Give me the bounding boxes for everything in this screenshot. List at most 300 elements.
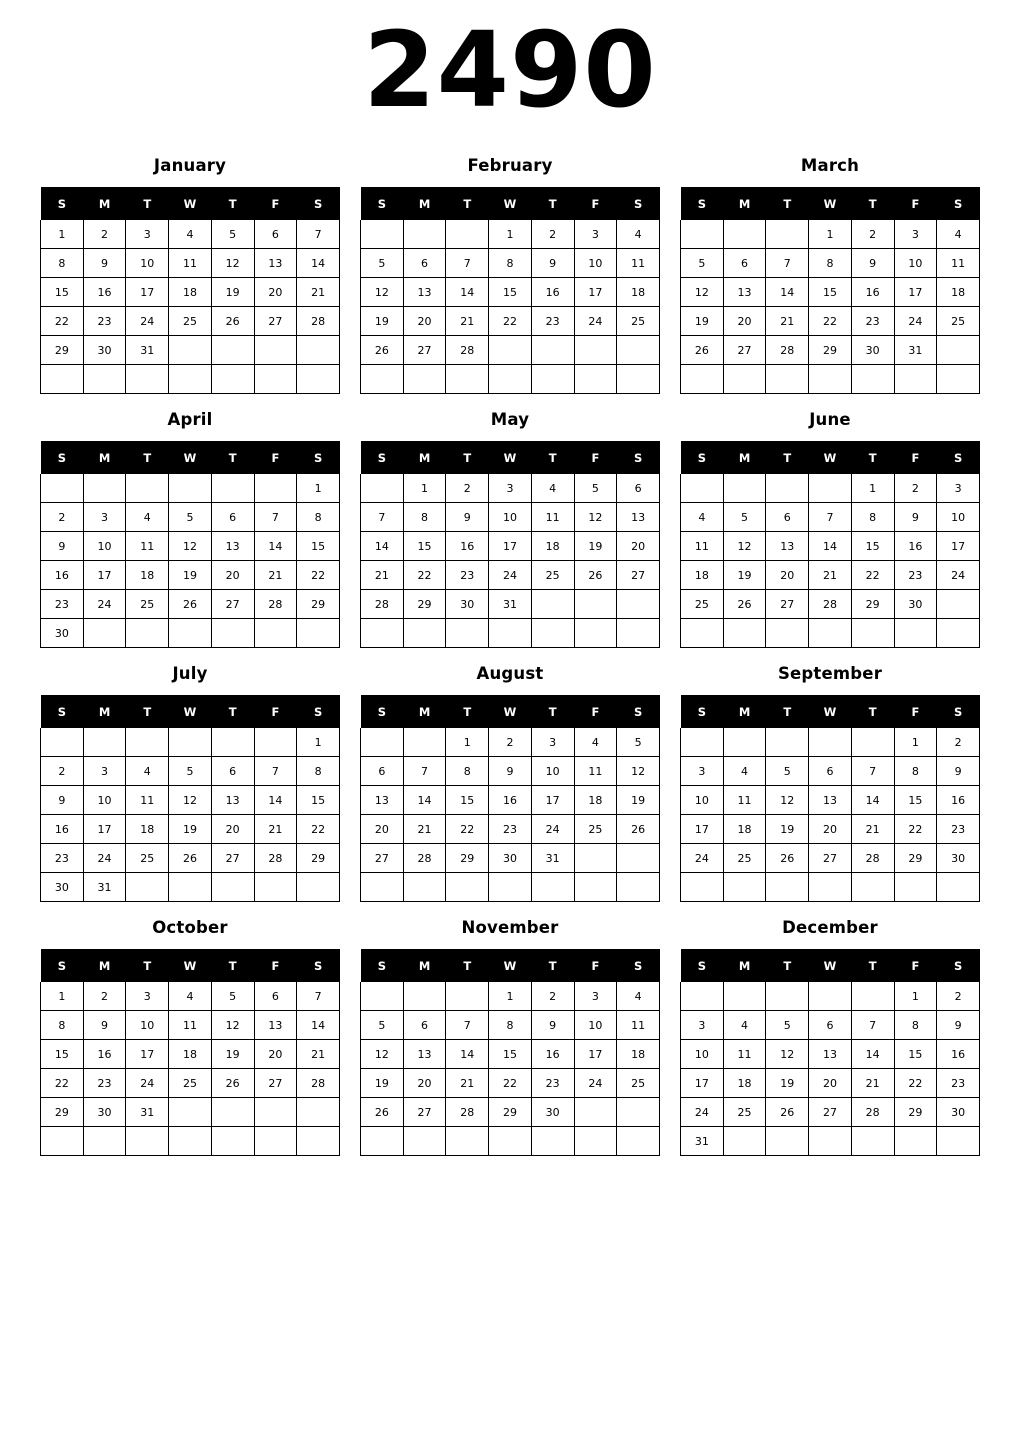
day-cell[interactable]: 21 xyxy=(361,561,404,590)
day-cell[interactable]: 18 xyxy=(617,278,660,307)
day-cell[interactable]: 4 xyxy=(617,982,660,1011)
day-cell[interactable]: 24 xyxy=(574,307,617,336)
day-cell[interactable]: 28 xyxy=(403,844,446,873)
day-cell[interactable]: 3 xyxy=(489,474,532,503)
day-cell[interactable]: 3 xyxy=(574,220,617,249)
day-cell[interactable]: 6 xyxy=(809,757,852,786)
day-cell[interactable]: 2 xyxy=(937,728,980,757)
day-cell[interactable]: 25 xyxy=(169,307,212,336)
day-cell[interactable]: 11 xyxy=(126,532,169,561)
day-cell[interactable]: 9 xyxy=(937,1011,980,1040)
day-cell[interactable]: 12 xyxy=(361,1040,404,1069)
day-cell[interactable]: 7 xyxy=(403,757,446,786)
day-cell[interactable]: 11 xyxy=(617,249,660,278)
day-cell[interactable]: 10 xyxy=(531,757,574,786)
day-cell[interactable]: 7 xyxy=(254,757,297,786)
day-cell[interactable]: 22 xyxy=(446,815,489,844)
day-cell[interactable]: 13 xyxy=(254,249,297,278)
day-cell[interactable]: 29 xyxy=(446,844,489,873)
day-cell[interactable]: 7 xyxy=(851,1011,894,1040)
day-cell[interactable]: 24 xyxy=(489,561,532,590)
day-cell[interactable]: 29 xyxy=(894,1098,937,1127)
day-cell[interactable]: 13 xyxy=(403,1040,446,1069)
day-cell[interactable]: 16 xyxy=(489,786,532,815)
day-cell[interactable]: 29 xyxy=(297,844,340,873)
day-cell[interactable]: 27 xyxy=(211,844,254,873)
day-cell[interactable]: 27 xyxy=(809,1098,852,1127)
day-cell[interactable]: 10 xyxy=(489,503,532,532)
day-cell[interactable]: 10 xyxy=(681,1040,724,1069)
day-cell[interactable]: 24 xyxy=(894,307,937,336)
day-cell[interactable]: 7 xyxy=(361,503,404,532)
day-cell[interactable]: 16 xyxy=(83,1040,126,1069)
day-cell[interactable]: 23 xyxy=(531,1069,574,1098)
day-cell[interactable]: 20 xyxy=(403,1069,446,1098)
day-cell[interactable]: 10 xyxy=(83,786,126,815)
day-cell[interactable]: 13 xyxy=(617,503,660,532)
day-cell[interactable]: 22 xyxy=(297,815,340,844)
day-cell[interactable]: 10 xyxy=(937,503,980,532)
day-cell[interactable]: 11 xyxy=(681,532,724,561)
day-cell[interactable]: 10 xyxy=(574,1011,617,1040)
day-cell[interactable]: 12 xyxy=(169,786,212,815)
day-cell[interactable]: 12 xyxy=(766,786,809,815)
day-cell[interactable]: 28 xyxy=(446,336,489,365)
day-cell[interactable]: 28 xyxy=(446,1098,489,1127)
day-cell[interactable]: 16 xyxy=(937,786,980,815)
day-cell[interactable]: 19 xyxy=(211,1040,254,1069)
day-cell[interactable]: 2 xyxy=(937,982,980,1011)
day-cell[interactable]: 6 xyxy=(766,503,809,532)
day-cell[interactable]: 1 xyxy=(894,982,937,1011)
day-cell[interactable]: 21 xyxy=(297,1040,340,1069)
day-cell[interactable]: 2 xyxy=(83,982,126,1011)
day-cell[interactable]: 2 xyxy=(446,474,489,503)
day-cell[interactable]: 6 xyxy=(211,757,254,786)
day-cell[interactable]: 1 xyxy=(489,982,532,1011)
day-cell[interactable]: 12 xyxy=(681,278,724,307)
day-cell[interactable]: 30 xyxy=(937,844,980,873)
day-cell[interactable]: 10 xyxy=(126,249,169,278)
day-cell[interactable]: 26 xyxy=(617,815,660,844)
day-cell[interactable]: 28 xyxy=(361,590,404,619)
day-cell[interactable]: 5 xyxy=(361,249,404,278)
day-cell[interactable]: 4 xyxy=(169,982,212,1011)
day-cell[interactable]: 17 xyxy=(83,815,126,844)
day-cell[interactable]: 11 xyxy=(617,1011,660,1040)
day-cell[interactable]: 26 xyxy=(361,1098,404,1127)
day-cell[interactable]: 3 xyxy=(83,757,126,786)
day-cell[interactable]: 22 xyxy=(894,815,937,844)
day-cell[interactable]: 5 xyxy=(617,728,660,757)
day-cell[interactable]: 7 xyxy=(254,503,297,532)
day-cell[interactable]: 8 xyxy=(41,249,84,278)
day-cell[interactable]: 12 xyxy=(211,1011,254,1040)
day-cell[interactable]: 13 xyxy=(809,1040,852,1069)
day-cell[interactable]: 12 xyxy=(574,503,617,532)
day-cell[interactable]: 8 xyxy=(297,503,340,532)
day-cell[interactable]: 18 xyxy=(169,1040,212,1069)
day-cell[interactable]: 11 xyxy=(937,249,980,278)
day-cell[interactable]: 9 xyxy=(531,1011,574,1040)
day-cell[interactable]: 22 xyxy=(297,561,340,590)
day-cell[interactable]: 19 xyxy=(211,278,254,307)
day-cell[interactable]: 1 xyxy=(297,728,340,757)
day-cell[interactable]: 19 xyxy=(723,561,766,590)
day-cell[interactable]: 3 xyxy=(83,503,126,532)
day-cell[interactable]: 14 xyxy=(851,1040,894,1069)
day-cell[interactable]: 26 xyxy=(766,844,809,873)
day-cell[interactable]: 21 xyxy=(446,1069,489,1098)
day-cell[interactable]: 26 xyxy=(169,590,212,619)
day-cell[interactable]: 27 xyxy=(617,561,660,590)
day-cell[interactable]: 15 xyxy=(894,786,937,815)
day-cell[interactable]: 2 xyxy=(41,503,84,532)
day-cell[interactable]: 21 xyxy=(254,561,297,590)
day-cell[interactable]: 29 xyxy=(489,1098,532,1127)
day-cell[interactable]: 19 xyxy=(766,815,809,844)
day-cell[interactable]: 23 xyxy=(937,815,980,844)
day-cell[interactable]: 9 xyxy=(489,757,532,786)
day-cell[interactable]: 20 xyxy=(809,1069,852,1098)
day-cell[interactable]: 16 xyxy=(937,1040,980,1069)
day-cell[interactable]: 16 xyxy=(41,815,84,844)
day-cell[interactable]: 25 xyxy=(617,307,660,336)
day-cell[interactable]: 16 xyxy=(83,278,126,307)
day-cell[interactable]: 15 xyxy=(851,532,894,561)
day-cell[interactable]: 4 xyxy=(723,757,766,786)
day-cell[interactable]: 1 xyxy=(446,728,489,757)
day-cell[interactable]: 21 xyxy=(254,815,297,844)
day-cell[interactable]: 3 xyxy=(531,728,574,757)
day-cell[interactable]: 7 xyxy=(851,757,894,786)
day-cell[interactable]: 1 xyxy=(41,220,84,249)
day-cell[interactable]: 17 xyxy=(531,786,574,815)
day-cell[interactable]: 17 xyxy=(681,815,724,844)
day-cell[interactable]: 19 xyxy=(169,815,212,844)
day-cell[interactable]: 18 xyxy=(126,561,169,590)
day-cell[interactable]: 24 xyxy=(531,815,574,844)
day-cell[interactable]: 17 xyxy=(126,1040,169,1069)
day-cell[interactable]: 6 xyxy=(254,982,297,1011)
day-cell[interactable]: 7 xyxy=(297,982,340,1011)
day-cell[interactable]: 14 xyxy=(297,249,340,278)
day-cell[interactable]: 17 xyxy=(937,532,980,561)
day-cell[interactable]: 27 xyxy=(361,844,404,873)
day-cell[interactable]: 31 xyxy=(894,336,937,365)
day-cell[interactable]: 8 xyxy=(894,1011,937,1040)
day-cell[interactable]: 19 xyxy=(169,561,212,590)
day-cell[interactable]: 28 xyxy=(297,1069,340,1098)
day-cell[interactable]: 23 xyxy=(83,307,126,336)
day-cell[interactable]: 15 xyxy=(894,1040,937,1069)
day-cell[interactable]: 1 xyxy=(41,982,84,1011)
day-cell[interactable]: 25 xyxy=(937,307,980,336)
day-cell[interactable]: 3 xyxy=(681,757,724,786)
day-cell[interactable]: 10 xyxy=(574,249,617,278)
day-cell[interactable]: 2 xyxy=(531,982,574,1011)
day-cell[interactable]: 22 xyxy=(403,561,446,590)
day-cell[interactable]: 23 xyxy=(41,590,84,619)
day-cell[interactable]: 16 xyxy=(41,561,84,590)
day-cell[interactable]: 26 xyxy=(211,307,254,336)
day-cell[interactable]: 9 xyxy=(851,249,894,278)
day-cell[interactable]: 13 xyxy=(403,278,446,307)
day-cell[interactable]: 25 xyxy=(126,844,169,873)
day-cell[interactable]: 15 xyxy=(809,278,852,307)
day-cell[interactable]: 5 xyxy=(574,474,617,503)
day-cell[interactable]: 26 xyxy=(723,590,766,619)
day-cell[interactable]: 7 xyxy=(809,503,852,532)
day-cell[interactable]: 26 xyxy=(766,1098,809,1127)
day-cell[interactable]: 17 xyxy=(681,1069,724,1098)
day-cell[interactable]: 19 xyxy=(681,307,724,336)
day-cell[interactable]: 15 xyxy=(41,1040,84,1069)
day-cell[interactable]: 25 xyxy=(617,1069,660,1098)
day-cell[interactable]: 15 xyxy=(403,532,446,561)
day-cell[interactable]: 22 xyxy=(809,307,852,336)
day-cell[interactable]: 29 xyxy=(41,1098,84,1127)
day-cell[interactable]: 21 xyxy=(809,561,852,590)
day-cell[interactable]: 6 xyxy=(361,757,404,786)
day-cell[interactable]: 30 xyxy=(531,1098,574,1127)
day-cell[interactable]: 4 xyxy=(126,503,169,532)
day-cell[interactable]: 3 xyxy=(937,474,980,503)
day-cell[interactable]: 1 xyxy=(894,728,937,757)
day-cell[interactable]: 27 xyxy=(766,590,809,619)
day-cell[interactable]: 19 xyxy=(617,786,660,815)
day-cell[interactable]: 28 xyxy=(851,1098,894,1127)
day-cell[interactable]: 25 xyxy=(723,844,766,873)
day-cell[interactable]: 30 xyxy=(937,1098,980,1127)
day-cell[interactable]: 31 xyxy=(531,844,574,873)
day-cell[interactable]: 14 xyxy=(446,278,489,307)
day-cell[interactable]: 9 xyxy=(937,757,980,786)
day-cell[interactable]: 13 xyxy=(361,786,404,815)
day-cell[interactable]: 1 xyxy=(297,474,340,503)
day-cell[interactable]: 18 xyxy=(617,1040,660,1069)
day-cell[interactable]: 11 xyxy=(574,757,617,786)
day-cell[interactable]: 6 xyxy=(254,220,297,249)
day-cell[interactable]: 5 xyxy=(361,1011,404,1040)
day-cell[interactable]: 4 xyxy=(169,220,212,249)
day-cell[interactable]: 5 xyxy=(681,249,724,278)
day-cell[interactable]: 11 xyxy=(531,503,574,532)
day-cell[interactable]: 10 xyxy=(83,532,126,561)
day-cell[interactable]: 16 xyxy=(531,278,574,307)
day-cell[interactable]: 28 xyxy=(766,336,809,365)
day-cell[interactable]: 2 xyxy=(894,474,937,503)
day-cell[interactable]: 8 xyxy=(809,249,852,278)
day-cell[interactable]: 18 xyxy=(126,815,169,844)
day-cell[interactable]: 5 xyxy=(169,503,212,532)
day-cell[interactable]: 18 xyxy=(681,561,724,590)
day-cell[interactable]: 19 xyxy=(361,1069,404,1098)
day-cell[interactable]: 24 xyxy=(681,844,724,873)
day-cell[interactable]: 9 xyxy=(83,1011,126,1040)
day-cell[interactable]: 21 xyxy=(403,815,446,844)
day-cell[interactable]: 8 xyxy=(41,1011,84,1040)
day-cell[interactable]: 24 xyxy=(126,307,169,336)
day-cell[interactable]: 25 xyxy=(531,561,574,590)
day-cell[interactable]: 24 xyxy=(937,561,980,590)
day-cell[interactable]: 12 xyxy=(766,1040,809,1069)
day-cell[interactable]: 9 xyxy=(41,532,84,561)
day-cell[interactable]: 14 xyxy=(297,1011,340,1040)
day-cell[interactable]: 8 xyxy=(489,1011,532,1040)
day-cell[interactable]: 13 xyxy=(211,532,254,561)
day-cell[interactable]: 5 xyxy=(723,503,766,532)
day-cell[interactable]: 4 xyxy=(723,1011,766,1040)
day-cell[interactable]: 9 xyxy=(41,786,84,815)
day-cell[interactable]: 15 xyxy=(446,786,489,815)
day-cell[interactable]: 30 xyxy=(446,590,489,619)
day-cell[interactable]: 22 xyxy=(41,1069,84,1098)
day-cell[interactable]: 29 xyxy=(297,590,340,619)
day-cell[interactable]: 13 xyxy=(809,786,852,815)
day-cell[interactable]: 20 xyxy=(723,307,766,336)
day-cell[interactable]: 3 xyxy=(681,1011,724,1040)
day-cell[interactable]: 12 xyxy=(169,532,212,561)
day-cell[interactable]: 30 xyxy=(851,336,894,365)
day-cell[interactable]: 11 xyxy=(169,1011,212,1040)
day-cell[interactable]: 20 xyxy=(766,561,809,590)
day-cell[interactable]: 6 xyxy=(617,474,660,503)
day-cell[interactable]: 11 xyxy=(723,1040,766,1069)
day-cell[interactable]: 15 xyxy=(297,532,340,561)
day-cell[interactable]: 8 xyxy=(851,503,894,532)
day-cell[interactable]: 5 xyxy=(169,757,212,786)
day-cell[interactable]: 9 xyxy=(446,503,489,532)
day-cell[interactable]: 27 xyxy=(403,1098,446,1127)
day-cell[interactable]: 26 xyxy=(211,1069,254,1098)
day-cell[interactable]: 28 xyxy=(851,844,894,873)
day-cell[interactable]: 25 xyxy=(126,590,169,619)
day-cell[interactable]: 29 xyxy=(403,590,446,619)
day-cell[interactable]: 20 xyxy=(617,532,660,561)
day-cell[interactable]: 30 xyxy=(41,873,84,902)
day-cell[interactable]: 28 xyxy=(297,307,340,336)
day-cell[interactable]: 8 xyxy=(894,757,937,786)
day-cell[interactable]: 6 xyxy=(809,1011,852,1040)
day-cell[interactable]: 5 xyxy=(211,220,254,249)
day-cell[interactable]: 25 xyxy=(169,1069,212,1098)
day-cell[interactable]: 27 xyxy=(723,336,766,365)
day-cell[interactable]: 16 xyxy=(851,278,894,307)
day-cell[interactable]: 14 xyxy=(809,532,852,561)
day-cell[interactable]: 24 xyxy=(126,1069,169,1098)
day-cell[interactable]: 7 xyxy=(446,1011,489,1040)
day-cell[interactable]: 20 xyxy=(809,815,852,844)
day-cell[interactable]: 27 xyxy=(809,844,852,873)
day-cell[interactable]: 31 xyxy=(681,1127,724,1156)
day-cell[interactable]: 25 xyxy=(723,1098,766,1127)
day-cell[interactable]: 9 xyxy=(83,249,126,278)
day-cell[interactable]: 26 xyxy=(681,336,724,365)
day-cell[interactable]: 12 xyxy=(617,757,660,786)
day-cell[interactable]: 26 xyxy=(169,844,212,873)
day-cell[interactable]: 30 xyxy=(83,1098,126,1127)
day-cell[interactable]: 23 xyxy=(937,1069,980,1098)
day-cell[interactable]: 15 xyxy=(489,278,532,307)
day-cell[interactable]: 20 xyxy=(403,307,446,336)
day-cell[interactable]: 22 xyxy=(489,307,532,336)
day-cell[interactable]: 11 xyxy=(126,786,169,815)
day-cell[interactable]: 23 xyxy=(531,307,574,336)
day-cell[interactable]: 17 xyxy=(489,532,532,561)
day-cell[interactable]: 4 xyxy=(617,220,660,249)
day-cell[interactable]: 14 xyxy=(254,786,297,815)
day-cell[interactable]: 10 xyxy=(894,249,937,278)
day-cell[interactable]: 4 xyxy=(126,757,169,786)
day-cell[interactable]: 9 xyxy=(531,249,574,278)
day-cell[interactable]: 30 xyxy=(489,844,532,873)
day-cell[interactable]: 18 xyxy=(723,1069,766,1098)
day-cell[interactable]: 19 xyxy=(766,1069,809,1098)
day-cell[interactable]: 20 xyxy=(254,278,297,307)
day-cell[interactable]: 3 xyxy=(894,220,937,249)
day-cell[interactable]: 26 xyxy=(574,561,617,590)
day-cell[interactable]: 14 xyxy=(361,532,404,561)
day-cell[interactable]: 24 xyxy=(83,590,126,619)
day-cell[interactable]: 28 xyxy=(809,590,852,619)
day-cell[interactable]: 15 xyxy=(297,786,340,815)
day-cell[interactable]: 24 xyxy=(574,1069,617,1098)
day-cell[interactable]: 23 xyxy=(489,815,532,844)
day-cell[interactable]: 1 xyxy=(403,474,446,503)
day-cell[interactable]: 31 xyxy=(83,873,126,902)
day-cell[interactable]: 14 xyxy=(403,786,446,815)
day-cell[interactable]: 28 xyxy=(254,844,297,873)
day-cell[interactable]: 5 xyxy=(766,757,809,786)
day-cell[interactable]: 23 xyxy=(83,1069,126,1098)
day-cell[interactable]: 10 xyxy=(126,1011,169,1040)
day-cell[interactable]: 20 xyxy=(211,561,254,590)
day-cell[interactable]: 2 xyxy=(83,220,126,249)
day-cell[interactable]: 31 xyxy=(489,590,532,619)
day-cell[interactable]: 9 xyxy=(894,503,937,532)
day-cell[interactable]: 5 xyxy=(211,982,254,1011)
day-cell[interactable]: 22 xyxy=(851,561,894,590)
day-cell[interactable]: 23 xyxy=(446,561,489,590)
day-cell[interactable]: 21 xyxy=(446,307,489,336)
day-cell[interactable]: 15 xyxy=(41,278,84,307)
day-cell[interactable]: 21 xyxy=(851,1069,894,1098)
day-cell[interactable]: 26 xyxy=(361,336,404,365)
day-cell[interactable]: 6 xyxy=(211,503,254,532)
day-cell[interactable]: 30 xyxy=(41,619,84,648)
day-cell[interactable]: 29 xyxy=(851,590,894,619)
day-cell[interactable]: 6 xyxy=(723,249,766,278)
day-cell[interactable]: 27 xyxy=(403,336,446,365)
day-cell[interactable]: 23 xyxy=(851,307,894,336)
day-cell[interactable]: 7 xyxy=(446,249,489,278)
day-cell[interactable]: 21 xyxy=(297,278,340,307)
day-cell[interactable]: 6 xyxy=(403,1011,446,1040)
day-cell[interactable]: 22 xyxy=(894,1069,937,1098)
day-cell[interactable]: 31 xyxy=(126,1098,169,1127)
day-cell[interactable]: 17 xyxy=(83,561,126,590)
day-cell[interactable]: 18 xyxy=(937,278,980,307)
day-cell[interactable]: 4 xyxy=(681,503,724,532)
day-cell[interactable]: 4 xyxy=(531,474,574,503)
day-cell[interactable]: 13 xyxy=(766,532,809,561)
day-cell[interactable]: 30 xyxy=(83,336,126,365)
day-cell[interactable]: 2 xyxy=(41,757,84,786)
day-cell[interactable]: 18 xyxy=(723,815,766,844)
day-cell[interactable]: 25 xyxy=(574,815,617,844)
day-cell[interactable]: 24 xyxy=(681,1098,724,1127)
